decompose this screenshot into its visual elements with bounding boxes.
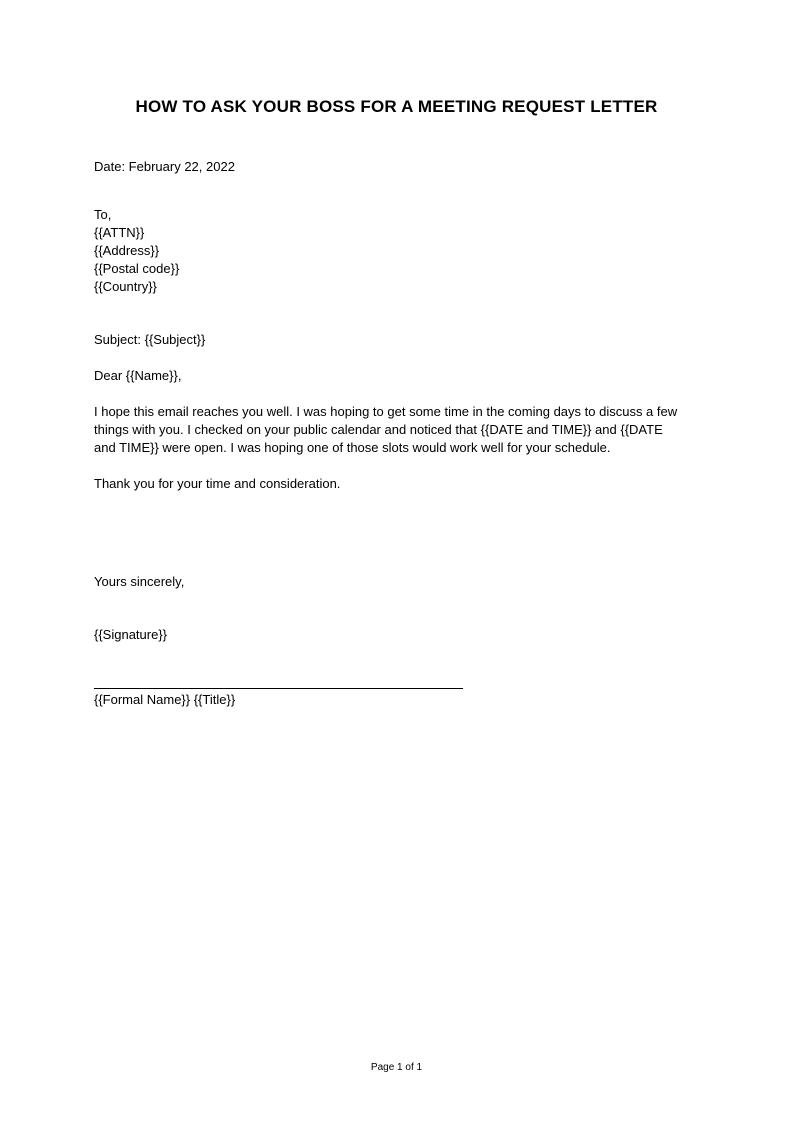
body-paragraph: [94, 403, 704, 457]
recipient-address: {{Address}}: [94, 243, 160, 258]
document-title: HOW TO ASK YOUR BOSS FOR A MEETING REQUEST LETTER: [135, 97, 658, 116]
salutation: Dear {{Name}},: [94, 368, 182, 383]
thanks-line: Thank you for your time and consideration.: [94, 476, 341, 491]
date-line: Date: February 22, 2022: [94, 159, 235, 174]
recipient-country: {{Country}}: [94, 279, 157, 294]
recipient-postal-code: {{Postal code}}: [94, 261, 180, 276]
body-line: things with you. I checked on your public calendar and noticed that {{DATE and TIME}} and {{DATE: [94, 422, 663, 437]
recipient-attn: {{ATTN}}: [94, 225, 145, 240]
body-line: and TIME}} were open. I was hoping one of those slots would work well for your schedule.: [94, 440, 611, 455]
formal-name-title: {{Formal Name}} {{Title}}: [94, 692, 236, 707]
subject-line: Subject: {{Subject}}: [94, 332, 206, 347]
recipient-to: To,: [94, 207, 112, 222]
signature-placeholder: {{Signature}}: [94, 627, 168, 642]
page-number: Page 1 of 1: [370, 1062, 423, 1073]
signature-rule: [94, 688, 463, 689]
body-line: I hope this email reaches you well. I was hoping to get some time in the coming days to discuss a few: [94, 404, 678, 419]
closing-line: Yours sincerely,: [94, 574, 185, 589]
